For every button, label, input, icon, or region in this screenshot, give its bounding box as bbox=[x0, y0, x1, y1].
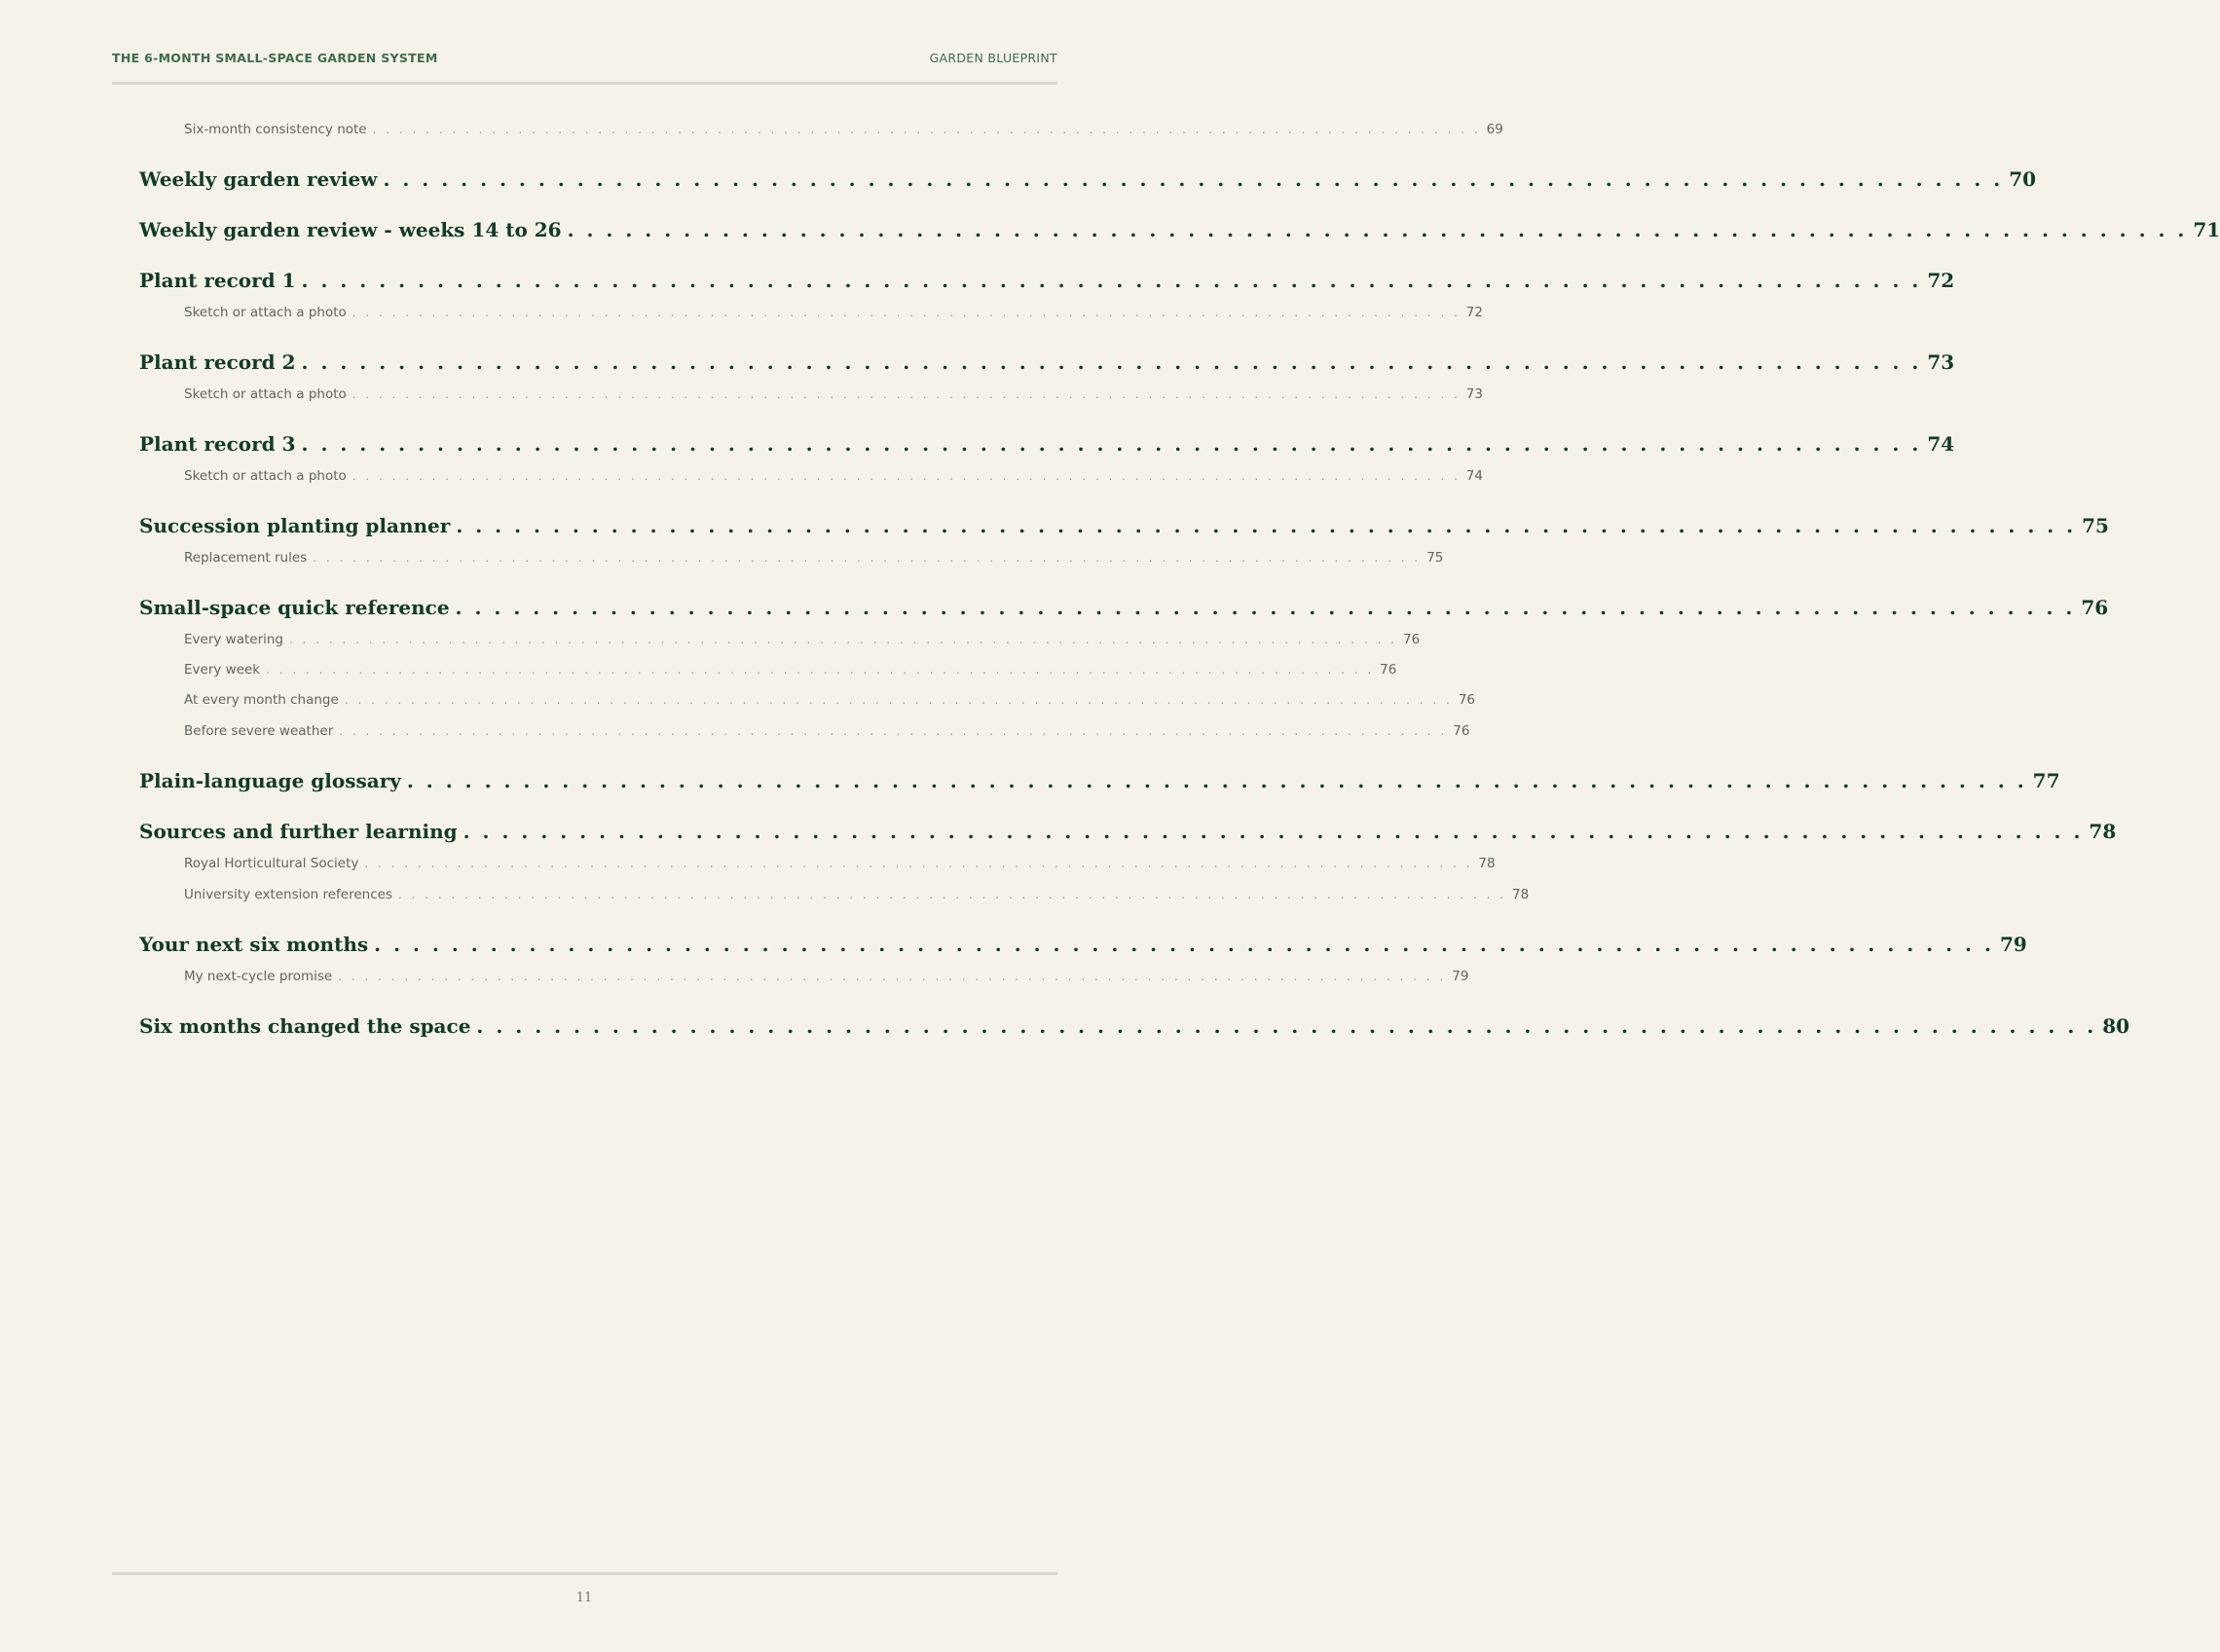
toc-entry-page: 76 bbox=[1403, 632, 1421, 647]
toc-entry-label: Sketch or attach a photo bbox=[184, 305, 347, 320]
toc-entry[interactable] bbox=[139, 692, 1476, 708]
dot-leader: . . . . . . . . . . . . . . . . . . . . . . . . . . . . . . . . . . . . . . . . . . . . . . . . . . . . . . . . . . . . . . . . . . . . . . . . . . . . . . . . . . . . bbox=[301, 432, 1922, 456]
toc-entry[interactable] bbox=[139, 969, 1469, 984]
toc-entry[interactable] bbox=[139, 887, 1530, 902]
toc-entry-label: Sketch or attach a photo bbox=[184, 386, 347, 402]
toc-entry-label: Every week bbox=[184, 662, 261, 678]
toc-entry[interactable] bbox=[139, 269, 1955, 292]
toc-entry-label: Before severe weather bbox=[184, 723, 334, 739]
toc-entry-label: Small-space quick reference bbox=[139, 596, 450, 619]
toc-entry-page: 78 bbox=[1512, 887, 1530, 902]
dot-leader: . . . . . . . . . . . . . . . . . . . . . . . . . . . . . . . . . . . . . . . . . . . . . . . . . . . . . . . . . . . . . . . . . . . . . . . . . . . . . . . . . . . . bbox=[352, 306, 1461, 319]
toc-entry-label: Plain-language glossary bbox=[139, 769, 401, 792]
toc-entry[interactable] bbox=[139, 723, 1470, 739]
toc-entry-page: 79 bbox=[1452, 969, 1469, 984]
running-title: THE 6-MONTH SMALL-SPACE GARDEN SYSTEM bbox=[112, 51, 438, 65]
dot-leader: . . . . . . . . . . . . . . . . . . . . . . . . . . . . . . . . . . . . . . . . . . . . . . . . . . . . . . . . . . . . . . . . . . . . . . . . . . . . . . . . . . . . bbox=[352, 387, 1461, 401]
dot-leader: . . . . . . . . . . . . . . . . . . . . . . . . . . . . . . . . . . . . . . . . . . . . . . . . . . . . . . . . . . . . . . . . . . . . . . . . . . . . . . . . . . . . bbox=[398, 888, 1507, 901]
dot-leader: . . . . . . . . . . . . . . . . . . . . . . . . . . . . . . . . . . . . . . . . . . . . . . . . . . . . . . . . . . . . . . . . . . . . . . . . . . . . . . . . . . . . bbox=[266, 663, 1375, 677]
dot-leader: . . . . . . . . . . . . . . . . . . . . . . . . . . . . . . . . . . . . . . . . . . . . . . . . . . . . . . . . . . . . . . . . . . . . . . . . . . . . . . . . . . . . bbox=[301, 350, 1922, 374]
toc-entry[interactable] bbox=[139, 122, 1503, 137]
toc-entry-page: 78 bbox=[2089, 820, 2117, 843]
toc-entry-page: 75 bbox=[1426, 550, 1444, 566]
toc-entry-page: 69 bbox=[1486, 122, 1503, 137]
toc-entry[interactable] bbox=[139, 350, 1955, 374]
toc-entry-label: Plant record 2 bbox=[139, 350, 296, 374]
toc-entry[interactable] bbox=[139, 596, 2109, 619]
dot-leader: . . . . . . . . . . . . . . . . . . . . . . . . . . . . . . . . . . . . . . . . . . . . . . . . . . . . . . . . . . . . . . . . . . . . . . . . . . . . . . . . . . . . bbox=[476, 1014, 2097, 1038]
toc-entry-page: 78 bbox=[1478, 856, 1496, 871]
toc-entry[interactable] bbox=[139, 550, 1444, 566]
dot-leader: . . . . . . . . . . . . . . . . . . . . . . . . . . . . . . . . . . . . . . . . . . . . . . . . . . . . . . . . . . . . . . . . . . . . . . . . . . . . . . . . . . . . bbox=[567, 218, 2188, 241]
dot-leader: . . . . . . . . . . . . . . . . . . . . . . . . . . . . . . . . . . . . . . . . . . . . . . . . . . . . . . . . . . . . . . . . . . . . . . . . . . . . . . . . . . . . bbox=[364, 857, 1473, 870]
toc-entry-page: 74 bbox=[1927, 432, 1955, 456]
dot-leader: . . . . . . . . . . . . . . . . . . . . . . . . . . . . . . . . . . . . . . . . . . . . . . . . . . . . . . . . . . . . . . . . . . . . . . . . . . . . . . . . . . . . bbox=[372, 123, 1481, 136]
toc-entry[interactable] bbox=[139, 514, 2109, 537]
dot-leader: . . . . . . . . . . . . . . . . . . . . . . . . . . . . . . . . . . . . . . . . . . . . . . . . . . . . . . . . . . . . . . . . . . . . . . . . . . . . . . . . . . . . bbox=[456, 514, 2077, 537]
dot-leader: . . . . . . . . . . . . . . . . . . . . . . . . . . . . . . . . . . . . . . . . . . . . . . . . . . . . . . . . . . . . . . . . . . . . . . . . . . . . . . . . . . . . bbox=[406, 769, 2027, 792]
toc-entry-label: Your next six months bbox=[139, 933, 369, 956]
toc-entry[interactable] bbox=[139, 386, 1483, 402]
toc-entry-page: 70 bbox=[2009, 167, 2037, 191]
dot-leader: . . . . . . . . . . . . . . . . . . . . . . . . . . . . . . . . . . . . . . . . . . . . . . . . . . . . . . . . . . . . . . . . . . . . . . . . . . . . . . . . . . . . bbox=[462, 820, 2084, 843]
toc-entry-label: Sketch or attach a photo bbox=[184, 468, 347, 484]
toc-entry[interactable] bbox=[139, 167, 2037, 191]
toc-entry-page: 76 bbox=[1458, 692, 1476, 708]
toc-entry-page: 72 bbox=[1465, 305, 1483, 320]
toc-entry[interactable] bbox=[139, 933, 2027, 956]
dot-leader: . . . . . . . . . . . . . . . . . . . . . . . . . . . . . . . . . . . . . . . . . . . . . . . . . . . . . . . . . . . . . . . . . . . . . . . . . . . . . . . . . . . . bbox=[383, 167, 2004, 191]
toc-entry-page: 74 bbox=[1465, 468, 1483, 484]
toc-entry-label: Royal Horticultural Society bbox=[184, 856, 359, 871]
toc-entry-label: Six-month consistency note bbox=[184, 122, 367, 137]
dot-leader: . . . . . . . . . . . . . . . . . . . . . . . . . . . . . . . . . . . . . . . . . . . . . . . . . . . . . . . . . . . . . . . . . . . . . . . . . . . . . . . . . . . . bbox=[313, 551, 1422, 565]
dot-leader: . . . . . . . . . . . . . . . . . . . . . . . . . . . . . . . . . . . . . . . . . . . . . . . . . . . . . . . . . . . . . . . . . . . . . . . . . . . . . . . . . . . . bbox=[339, 724, 1448, 738]
toc-entry-label: Succession planting planner bbox=[139, 514, 451, 537]
dot-leader: . . . . . . . . . . . . . . . . . . . . . . . . . . . . . . . . . . . . . . . . . . . . . . . . . . . . . . . . . . . . . . . . . . . . . . . . . . . . . . . . . . . . bbox=[455, 596, 2076, 619]
toc-entry-page: 73 bbox=[1465, 386, 1483, 402]
toc-entry-label: Weekly garden review bbox=[139, 167, 378, 191]
toc-entry-page: 77 bbox=[2032, 769, 2060, 792]
toc-entry-label: Plant record 3 bbox=[139, 432, 296, 456]
running-section: GARDEN BLUEPRINT bbox=[929, 51, 1057, 65]
toc-entry-page: 79 bbox=[1999, 933, 2027, 956]
footer-rule bbox=[112, 1572, 1057, 1575]
toc-entry[interactable] bbox=[139, 218, 2220, 241]
toc-entry-label: At every month change bbox=[184, 692, 339, 708]
toc-entry-label: University extension references bbox=[184, 887, 392, 902]
toc-entry-page: 71 bbox=[2193, 218, 2220, 241]
toc-entry-page: 76 bbox=[1380, 662, 1397, 678]
toc-entry-label: Every watering bbox=[184, 632, 283, 647]
dot-leader: . . . . . . . . . . . . . . . . . . . . . . . . . . . . . . . . . . . . . . . . . . . . . . . . . . . . . . . . . . . . . . . . . . . . . . . . . . . . . . . . . . . . bbox=[344, 693, 1453, 707]
toc-entry-label: Replacement rules bbox=[184, 550, 308, 566]
toc-entry[interactable] bbox=[139, 662, 1397, 678]
dot-leader: . . . . . . . . . . . . . . . . . . . . . . . . . . . . . . . . . . . . . . . . . . . . . . . . . . . . . . . . . . . . . . . . . . . . . . . . . . . . . . . . . . . . bbox=[301, 269, 1922, 292]
toc-entry[interactable] bbox=[139, 1014, 2130, 1038]
toc-entry[interactable] bbox=[139, 468, 1483, 484]
toc-entry-page: 73 bbox=[1927, 350, 1955, 374]
page-header bbox=[112, 43, 1057, 85]
toc-entry-label: Sources and further learning bbox=[139, 820, 458, 843]
toc-entry[interactable] bbox=[139, 632, 1421, 647]
dot-leader: . . . . . . . . . . . . . . . . . . . . . . . . . . . . . . . . . . . . . . . . . . . . . . . . . . . . . . . . . . . . . . . . . . . . . . . . . . . . . . . . . . . . bbox=[338, 970, 1447, 983]
page-number: 11 bbox=[575, 1591, 593, 1605]
toc-entry-label: My next-cycle promise bbox=[184, 969, 333, 984]
toc-entry-label: Plant record 1 bbox=[139, 269, 296, 292]
dot-leader: . . . . . . . . . . . . . . . . . . . . . . . . . . . . . . . . . . . . . . . . . . . . . . . . . . . . . . . . . . . . . . . . . . . . . . . . . . . . . . . . . . . . bbox=[374, 933, 1994, 956]
toc-entry-label: Six months changed the space bbox=[139, 1014, 471, 1038]
dot-leader: . . . . . . . . . . . . . . . . . . . . . . . . . . . . . . . . . . . . . . . . . . . . . . . . . . . . . . . . . . . . . . . . . . . . . . . . . . . . . . . . . . . . bbox=[352, 469, 1461, 483]
toc-entry-page: 76 bbox=[1453, 723, 1470, 739]
toc-entry-page: 80 bbox=[2102, 1014, 2130, 1038]
toc-entry[interactable] bbox=[139, 820, 2117, 843]
toc-entry[interactable] bbox=[139, 432, 1955, 456]
toc-entry-page: 72 bbox=[1927, 269, 1955, 292]
toc-entry-page: 76 bbox=[2081, 596, 2109, 619]
toc-entry[interactable] bbox=[139, 769, 2060, 792]
toc-entry[interactable] bbox=[139, 856, 1496, 871]
toc-entry-page: 75 bbox=[2082, 514, 2109, 537]
dot-leader: . . . . . . . . . . . . . . . . . . . . . . . . . . . . . . . . . . . . . . . . . . . . . . . . . . . . . . . . . . . . . . . . . . . . . . . . . . . . . . . . . . . . bbox=[289, 633, 1398, 646]
toc-entry-label: Weekly garden review - weeks 14 to 26 bbox=[139, 218, 562, 241]
toc-entry[interactable] bbox=[139, 305, 1483, 320]
